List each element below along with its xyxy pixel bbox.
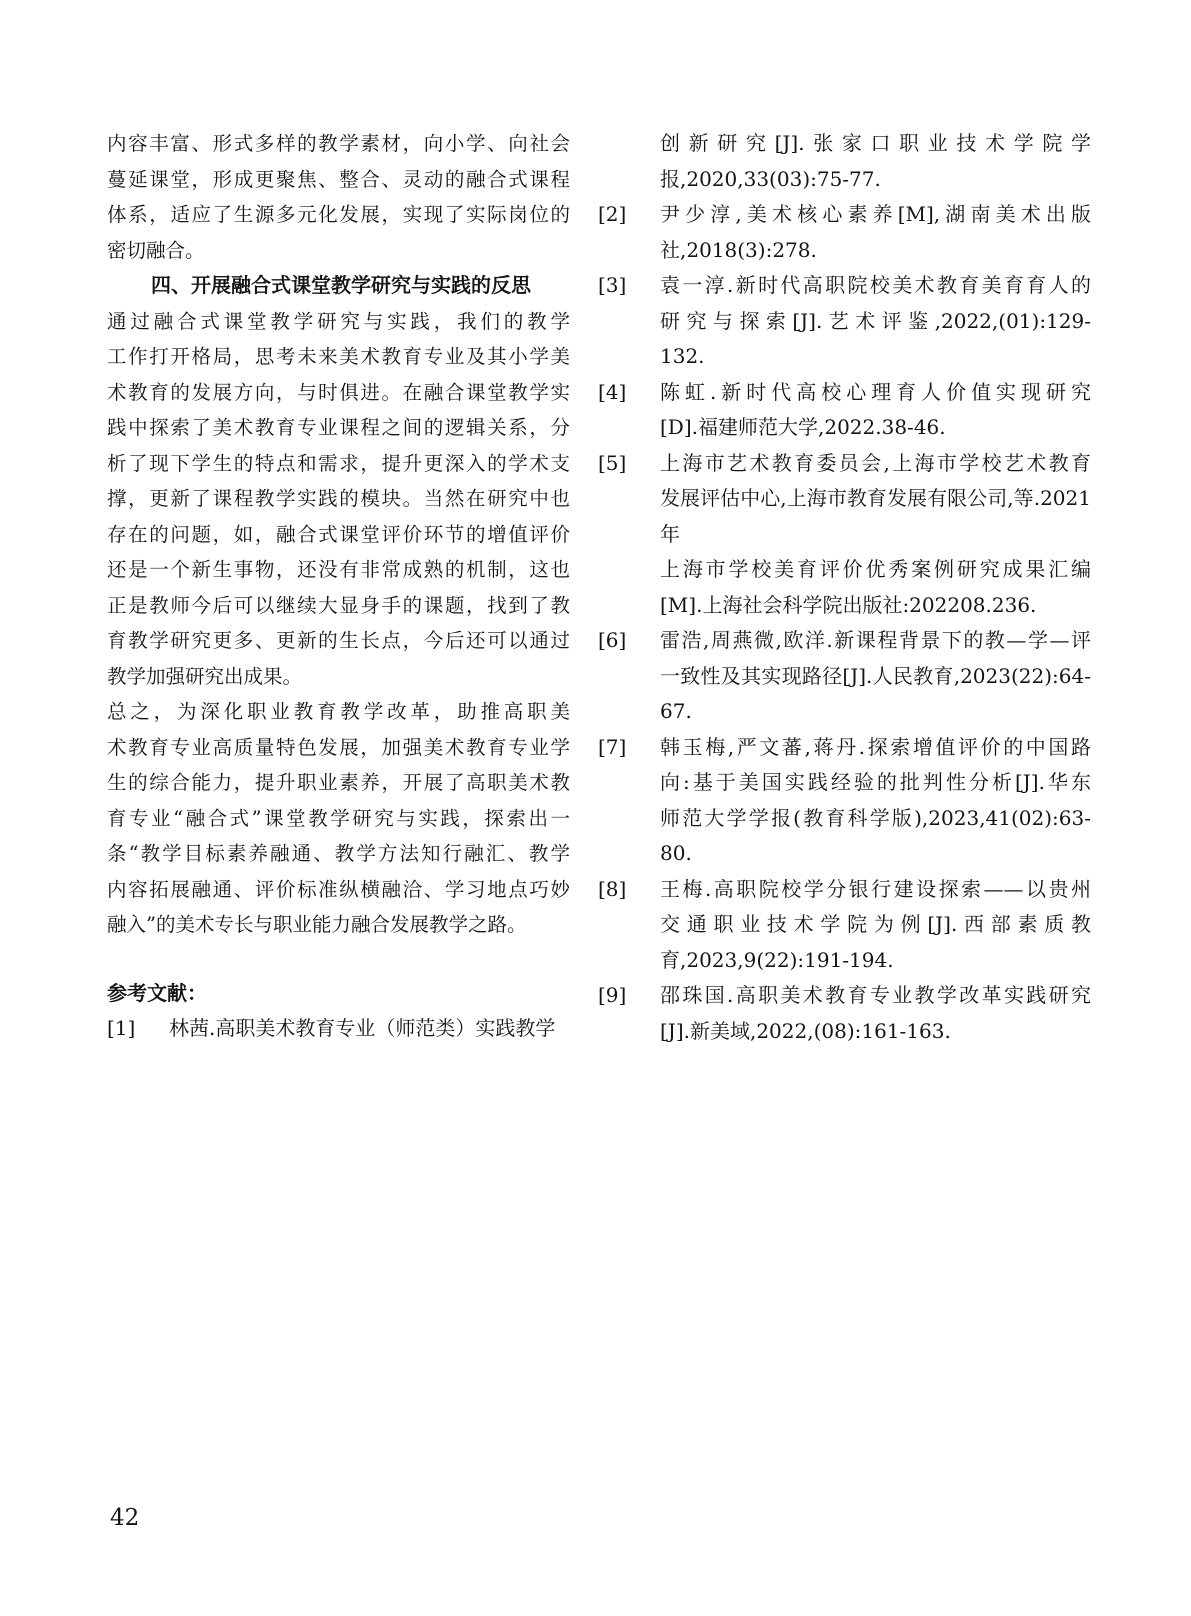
reference-lines bbox=[660, 197, 1091, 268]
reference-item bbox=[598, 375, 1091, 446]
reference-lines bbox=[660, 623, 1091, 730]
page-number: 42 bbox=[110, 1505, 140, 1531]
reference-item bbox=[598, 623, 1091, 730]
text-line: 还是一个新生事物，还没有非常成熟的机制，这也 bbox=[107, 558, 570, 581]
text-line: 析了现下学生的特点和需求，提升更深入的学术支 bbox=[107, 451, 570, 475]
reference-lines bbox=[660, 446, 1091, 624]
text-line: [D].福建师范大学,2022.38-46. bbox=[660, 415, 946, 439]
text-line: 术教育的发展方向，与时俱进。在融合课堂教学实 bbox=[107, 380, 570, 404]
text-line: 一致性及其实现路径[J].人民教育,2023(22):64- bbox=[660, 663, 1091, 688]
text-line: 陈虹.新时代高校心理育人价值实现研究 bbox=[660, 379, 1091, 404]
text-line: 术教育专业高质量特色发展，加强美术教育专业学 bbox=[107, 735, 570, 759]
text-line: 雷浩,周燕微,欧洋.新课程背景下的教—学—评 bbox=[660, 628, 1091, 652]
text-line: [J].新美域,2022,(08):161-163. bbox=[660, 1018, 951, 1043]
text-line: 体系，适应了生源多元化发展，实现了实际岗位的 bbox=[107, 203, 570, 226]
reference-item bbox=[598, 446, 1091, 624]
text-line: 创新研究[J].张家口职业技术学院学 bbox=[660, 131, 1091, 155]
reference-lines bbox=[660, 872, 1091, 979]
text-line: 教学加强研究出成果。 bbox=[107, 664, 303, 688]
text-line: 工作打开格局，思考未来美术教育专业及其小学美 bbox=[107, 345, 570, 368]
left-column bbox=[107, 126, 570, 1049]
reference-label: [7] bbox=[598, 734, 627, 759]
text-line: 师范大学学报(教育科学版),2023,41(02):63- bbox=[660, 805, 1091, 830]
section-heading: 四、开展融合式课堂教学研究与实践的反思 bbox=[151, 273, 531, 297]
reference-item bbox=[598, 872, 1091, 979]
reference-label: [3] bbox=[598, 273, 627, 297]
paragraph bbox=[107, 304, 570, 695]
text-line: 条“教学目标素养融通、教学方法知行融汇、教学 bbox=[107, 842, 570, 865]
reference-lines bbox=[169, 1011, 570, 1047]
text-line: 内容丰富、形式多样的教学素材，向小学、向社会 bbox=[107, 132, 570, 155]
reference-item bbox=[598, 197, 1091, 268]
text-line: 交通职业技术学院为例[J].西部素质教 bbox=[660, 912, 1091, 936]
text-line: 社,2018(3):278. bbox=[660, 237, 817, 262]
text-line: 上海市艺术教育委员会,上海市学校艺术教育 bbox=[660, 450, 1091, 475]
reference-item bbox=[598, 978, 1091, 1049]
reference-label: [5] bbox=[598, 450, 627, 475]
text-line: 韩玉梅,严文蕃,蒋丹.探索增值评价的中国路 bbox=[660, 734, 1091, 759]
reference-label: [8] bbox=[598, 876, 627, 901]
text-line: 生的综合能力，提升职业素养，开展了高职美术教 bbox=[107, 771, 570, 794]
text-line: [M].上海社会科学院出版社:202208.236. bbox=[660, 592, 1037, 617]
text-line: 向:基于美国实践经验的批判性分析[J].华东 bbox=[660, 770, 1091, 794]
text-line: 80. bbox=[660, 841, 692, 865]
reference-label: [9] bbox=[598, 983, 627, 1007]
text-line: 践中探索了美术教育专业课程之间的逻辑关系，分 bbox=[107, 416, 570, 439]
right-column bbox=[598, 126, 1091, 1049]
reference-label: [2] bbox=[598, 202, 627, 226]
text-line: 发展评估中心,上海市教育发展有限公司,等.2021年 bbox=[660, 486, 1091, 546]
reference-lines bbox=[660, 375, 1091, 446]
text-line: 林茜.高职美术教育专业（师范类）实践教学 bbox=[169, 1016, 556, 1040]
reference-continuation bbox=[598, 126, 1091, 197]
text-line: 育专业“融合式”课堂教学研究与实践，探索出一 bbox=[107, 806, 570, 830]
text-line: 撑，更新了课程教学实践的模块。当然在研究中也 bbox=[107, 487, 570, 510]
text-line: 上海市学校美育评价优秀案例研究成果汇编 bbox=[660, 557, 1091, 581]
text-line: 袁一淳.新时代高职院校美术教育美育育人的 bbox=[660, 273, 1091, 297]
reference-lines bbox=[660, 126, 1091, 197]
page-content bbox=[107, 126, 1091, 1049]
reference-label: [4] bbox=[598, 379, 627, 404]
text-line: 报,2020,33(03):75-77. bbox=[660, 166, 881, 191]
text-line: 67. bbox=[660, 699, 692, 723]
text-line: 内容拓展融通、评价标准纵横融洽、学习地点巧妙 bbox=[107, 877, 570, 901]
reference-label: [1] bbox=[107, 1016, 136, 1040]
text-line: 育,2023,9(22):191-194. bbox=[660, 947, 894, 972]
paragraph bbox=[107, 694, 570, 943]
reference-lines bbox=[660, 978, 1091, 1049]
reference-item bbox=[598, 268, 1091, 375]
reference-item bbox=[598, 730, 1091, 872]
text-line: 王梅.高职院校学分银行建设探索——以贵州 bbox=[660, 876, 1091, 901]
text-line: 融入”的美术专长与职业能力融合发展教学之路。 bbox=[107, 913, 527, 936]
text-line: 正是教师今后可以继续大显身手的课题，找到了教 bbox=[107, 593, 570, 617]
reference-label: [6] bbox=[598, 628, 627, 652]
text-line: 密切融合。 bbox=[107, 238, 205, 262]
text-line: 132. bbox=[660, 344, 705, 368]
text-line: 总之，为深化职业教育教学改革，助推高职美 bbox=[107, 700, 570, 723]
text-line: 育教学研究更多、更新的生长点，今后还可以通过 bbox=[107, 629, 570, 652]
reference-lines bbox=[660, 730, 1091, 872]
text-line: 邵珠国.高职美术教育专业教学改革实践研究 bbox=[660, 983, 1091, 1007]
text-line: 存在的问题，如，融合式课堂评价环节的增值评价 bbox=[107, 522, 570, 546]
reference-item bbox=[107, 1011, 570, 1047]
references-heading: 参考文献： bbox=[107, 980, 207, 1005]
text-line: 通过融合式课堂教学研究与实践，我们的教学 bbox=[107, 309, 570, 333]
intro-paragraph bbox=[107, 126, 570, 268]
text-line: 蔓延课堂，形成更聚焦、整合、灵动的融合式课程 bbox=[107, 167, 570, 191]
text-line: 尹少淳,美术核心素养[M],湖南美术出版 bbox=[660, 202, 1091, 226]
reference-lines bbox=[660, 268, 1091, 375]
text-line: 研究与探索[J].艺术评鉴,2022,(01):129- bbox=[660, 308, 1091, 333]
